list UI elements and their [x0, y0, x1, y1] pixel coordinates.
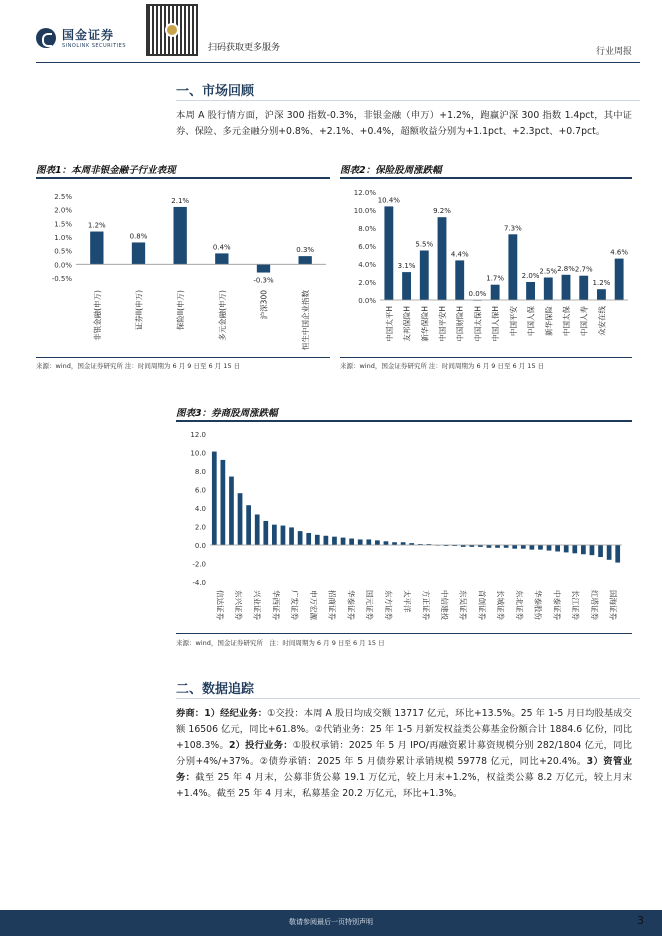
- y-tick-label: 12.0%: [353, 189, 376, 197]
- bar: [597, 289, 606, 300]
- data-label: 4.4%: [450, 250, 469, 259]
- category-label: 申万宏源: [308, 590, 318, 620]
- data-label: 9.2%: [433, 207, 451, 216]
- section-divider: [176, 698, 640, 699]
- category-label: 友邦保险H: [402, 306, 412, 342]
- data-label: 1.2%: [592, 279, 611, 288]
- logo-name-en: SINOLINK SECURITIES: [62, 43, 126, 49]
- bar: [401, 542, 406, 545]
- data-label: 0.4%: [212, 243, 231, 252]
- category-label: 华泰股份: [533, 590, 543, 620]
- category-label: 华西证券: [271, 590, 281, 620]
- bar: [384, 541, 389, 545]
- category-label: 东方证券: [383, 590, 393, 620]
- bar: [315, 535, 320, 545]
- qr-center-mark: [165, 23, 179, 37]
- y-tick-label: 2.0%: [358, 279, 376, 287]
- bar: [455, 260, 464, 300]
- data-label: 0.3%: [296, 246, 315, 255]
- header-divider: [36, 62, 640, 63]
- bar: [504, 545, 509, 548]
- figure2-top-rule: [340, 177, 632, 179]
- bar: [572, 545, 577, 553]
- bar: [272, 525, 277, 545]
- section-title-market-review: 一、市场回顾: [176, 84, 255, 99]
- y-tick-label: 12.0: [190, 431, 206, 439]
- category-label: 中国太平H: [384, 306, 394, 342]
- section-divider: [176, 100, 640, 101]
- bar: [246, 505, 251, 545]
- category-label: 沪深300: [259, 290, 269, 320]
- bar: [392, 542, 397, 545]
- figure1-bottom-rule: [36, 357, 330, 358]
- bar: [615, 259, 624, 300]
- bar: [508, 234, 517, 300]
- bar: [598, 545, 603, 557]
- y-tick-label: 1.0%: [54, 234, 72, 242]
- logo-icon: [36, 28, 56, 48]
- figure3-source: 来源：wind，国金证券研究所 注：时间周期为 6 月 9 日至 6 月 15 日: [176, 639, 385, 647]
- bar: [579, 276, 588, 300]
- y-tick-label: 10.0%: [353, 207, 376, 215]
- bar: [281, 526, 286, 545]
- category-label: 长城证券: [496, 590, 506, 620]
- text-brokerage: ①交投：本周 A 股日均成交额 13717 亿元，环比+13.5%。25 年 1-5 月日均股基成交额 16506 亿元，同比+61.8%。②代销业务：25 年 1-5 月新发权益类公募基金份额合计 1884.6 亿份，同比+108.3%。: [176, 708, 632, 751]
- figure3-top-rule: [176, 420, 632, 422]
- category-label: 中国人保H: [491, 306, 501, 342]
- page-footer: [0, 910, 662, 936]
- bar: [544, 278, 553, 301]
- category-label: 红塔证券: [589, 590, 599, 620]
- bar: [375, 540, 380, 545]
- section-title-data-tracking: 二、数据追踪: [176, 682, 255, 697]
- page-number: 3: [637, 914, 644, 927]
- category-label: 中国财险H: [455, 306, 465, 342]
- chart-sector-performance: [36, 182, 330, 357]
- report-type: 行业周报: [595, 47, 632, 57]
- bar: [212, 452, 217, 545]
- category-label: 中国太保H: [473, 306, 483, 342]
- y-tick-label: -0.5%: [51, 275, 72, 283]
- data-label: 0.0%: [468, 290, 487, 298]
- y-tick-label: -4.0: [192, 579, 206, 587]
- bar: [306, 533, 311, 545]
- category-label: 兴业证券: [252, 590, 262, 620]
- y-tick-label: 0.0%: [358, 297, 376, 305]
- category-label: 多元金融(申万): [217, 290, 227, 341]
- y-tick-label: 8.0%: [358, 225, 376, 233]
- bar: [538, 545, 543, 550]
- chart-insurance-stocks: [340, 182, 632, 357]
- y-tick-label: 0.0: [194, 542, 206, 550]
- figure1-title: 图表1：本周非银金融子行业表现: [36, 165, 176, 176]
- data-label: 1.2%: [87, 221, 106, 230]
- bar: [562, 275, 571, 300]
- bar: [299, 256, 312, 264]
- bar: [521, 545, 526, 549]
- y-tick-label: 1.5%: [54, 220, 72, 229]
- category-label: 中国人保: [526, 306, 536, 336]
- bar: [526, 282, 535, 300]
- y-tick-label: 0.5%: [54, 247, 72, 256]
- y-tick-label: 6.0%: [358, 243, 376, 251]
- y-tick-label: 0.0%: [54, 261, 72, 270]
- data-label: -0.3%: [253, 276, 274, 285]
- bar: [358, 539, 363, 545]
- label-investment-banking: 2）投行业务：: [228, 740, 293, 751]
- category-label: 广发证券: [290, 590, 300, 620]
- category-label: 中国平安: [508, 306, 518, 336]
- bar: [547, 545, 552, 551]
- figure1-top-rule: [36, 177, 330, 179]
- category-label: 招商证券: [327, 590, 337, 620]
- page-header: [0, 0, 662, 66]
- bar: [555, 545, 560, 551]
- y-tick-label: 4.0: [194, 505, 206, 513]
- category-label: 信达证券: [215, 590, 225, 620]
- category-label: 中国平安H: [438, 306, 447, 342]
- category-label: 中国人寿: [579, 306, 589, 336]
- logo-name-cn: 国金证券: [62, 28, 115, 42]
- y-tick-label: 4.0%: [358, 261, 376, 269]
- bar: [132, 242, 145, 264]
- bar: [324, 536, 329, 545]
- bar: [349, 539, 354, 545]
- category-label: 国元证券: [365, 590, 375, 620]
- category-label: 中国太保: [562, 306, 571, 336]
- category-label: 东北证券: [514, 590, 524, 620]
- data-label: 2.1%: [171, 196, 190, 205]
- category-label: 新华保险: [544, 306, 554, 336]
- scan-prompt: 扫码获取更多服务: [208, 43, 281, 53]
- chart-broker-stocks: [176, 424, 632, 632]
- data-label: 4.6%: [610, 248, 629, 257]
- bar: [384, 206, 393, 300]
- data-label: 2.5%: [539, 267, 558, 276]
- category-label: 证券II(申万): [134, 290, 144, 331]
- category-label: 恒生中国企业指数: [301, 290, 311, 350]
- category-label: 太平洋: [402, 590, 412, 613]
- y-tick-label: 2.0: [194, 523, 206, 532]
- market-review-paragraph: 本周 A 股行情方面，沪深 300 指数-0.3%，非银金融（申万）+1.2%，跑赢沪深 300 指数 1.4pct，其中证券、保险、多元金融分别+0.8%、+2.1%、+0.4%，超额收益分别为+1.1pct、+2.3pct、+0.7pct。: [176, 110, 632, 137]
- text-investment-banking: ①股权承销：2025 年 5 月 IPO/再融资累计募资规模分别 282/1804 亿元，同比分别+4%/+37%。②债券承销：2025 年 5 月债券累计承销规模 59778 亿元，同比+20.4%。: [176, 740, 632, 767]
- bar: [215, 253, 228, 264]
- category-label: 东吴证券: [458, 590, 468, 620]
- y-tick-label: 2.0%: [54, 206, 72, 215]
- data-label: 5.5%: [415, 240, 434, 249]
- data-label: 10.4%: [377, 196, 400, 205]
- bar: [366, 539, 371, 545]
- figure1-source: 来源：wind，国金证券研究所 注：时间周期为 6 月 9 日至 6 月 15 日: [36, 362, 241, 370]
- category-label: 首创证券: [477, 590, 487, 620]
- data-label: 7.3%: [503, 224, 522, 233]
- y-tick-label: 10.0: [190, 449, 206, 458]
- bar: [332, 537, 337, 545]
- label-brokerage: 1）经纪业务：: [204, 708, 268, 719]
- category-label: 保险II(申万): [176, 290, 186, 331]
- bar: [255, 514, 260, 545]
- category-label: 中信建投: [440, 590, 450, 620]
- data-label: 3.1%: [397, 262, 416, 271]
- bar: [229, 477, 234, 545]
- bar: [402, 272, 411, 300]
- figure2-source: 来源：wind，国金证券研究所 注：时间周期为 6 月 9 日至 6 月 15 日: [340, 362, 545, 370]
- bar: [298, 531, 303, 545]
- bar: [238, 493, 243, 545]
- bar: [263, 521, 268, 545]
- category-label: 非银金融(申万): [92, 290, 102, 341]
- text-asset-management: 截至 25 年 4 月末，公募非货公募 19.1 万亿元，较上月末+1.2%，权益类公募 8.2 万亿元，较上月末+1.4%。截至 25 年 4 月末，私募基金 20.2 万亿元，环比+1.3%。: [176, 772, 632, 799]
- data-label: 1.7%: [486, 274, 505, 283]
- bar: [420, 251, 429, 301]
- label-asset-management: 3）资管业务：: [176, 756, 632, 783]
- bar: [590, 545, 595, 555]
- data-label: 2.7%: [574, 265, 593, 274]
- category-label: 方正证券: [421, 590, 431, 620]
- y-tick-label: 6.0: [194, 486, 206, 495]
- bar: [438, 217, 447, 300]
- data-label: 2.8%: [557, 264, 575, 273]
- bar: [512, 545, 517, 549]
- data-tracking-paragraph: [176, 706, 632, 802]
- category-label: 中泰证券: [552, 590, 562, 620]
- category-label: 国海证券: [608, 590, 618, 620]
- company-logo: [36, 26, 126, 49]
- bar: [90, 232, 103, 265]
- lead-broker: 券商：: [176, 708, 205, 719]
- bar: [289, 527, 294, 545]
- bar: [607, 545, 612, 560]
- data-label: 2.0%: [521, 272, 540, 280]
- bar: [581, 545, 586, 554]
- footer-disclaimer: 敬请参阅最后一页特别声明: [289, 918, 373, 926]
- bar: [495, 545, 500, 548]
- bar: [530, 545, 535, 550]
- figure3-title: 图表3：券商股周涨跌幅: [176, 408, 278, 419]
- bar: [174, 207, 187, 264]
- bar: [491, 285, 500, 300]
- category-label: 众安在线: [597, 306, 607, 336]
- y-tick-label: 8.0: [194, 468, 206, 476]
- bar: [487, 545, 492, 548]
- category-label: 华泰证券: [346, 590, 356, 620]
- bar: [564, 545, 569, 552]
- category-label: 东兴证券: [234, 590, 244, 620]
- data-label: 0.8%: [129, 232, 148, 241]
- y-tick-label: -2.0: [192, 560, 206, 569]
- bar: [341, 538, 346, 545]
- category-label: 新华保险H: [420, 306, 430, 342]
- bar: [615, 545, 620, 563]
- y-tick-label: 2.5%: [54, 193, 72, 201]
- bar: [257, 264, 270, 272]
- figure3-bottom-rule: [176, 633, 632, 634]
- category-label: 长江证券: [571, 590, 581, 620]
- figure2-bottom-rule: [340, 357, 632, 358]
- bar: [221, 460, 226, 545]
- figure2-title: 图表2：保险股周涨跌幅: [340, 165, 442, 176]
